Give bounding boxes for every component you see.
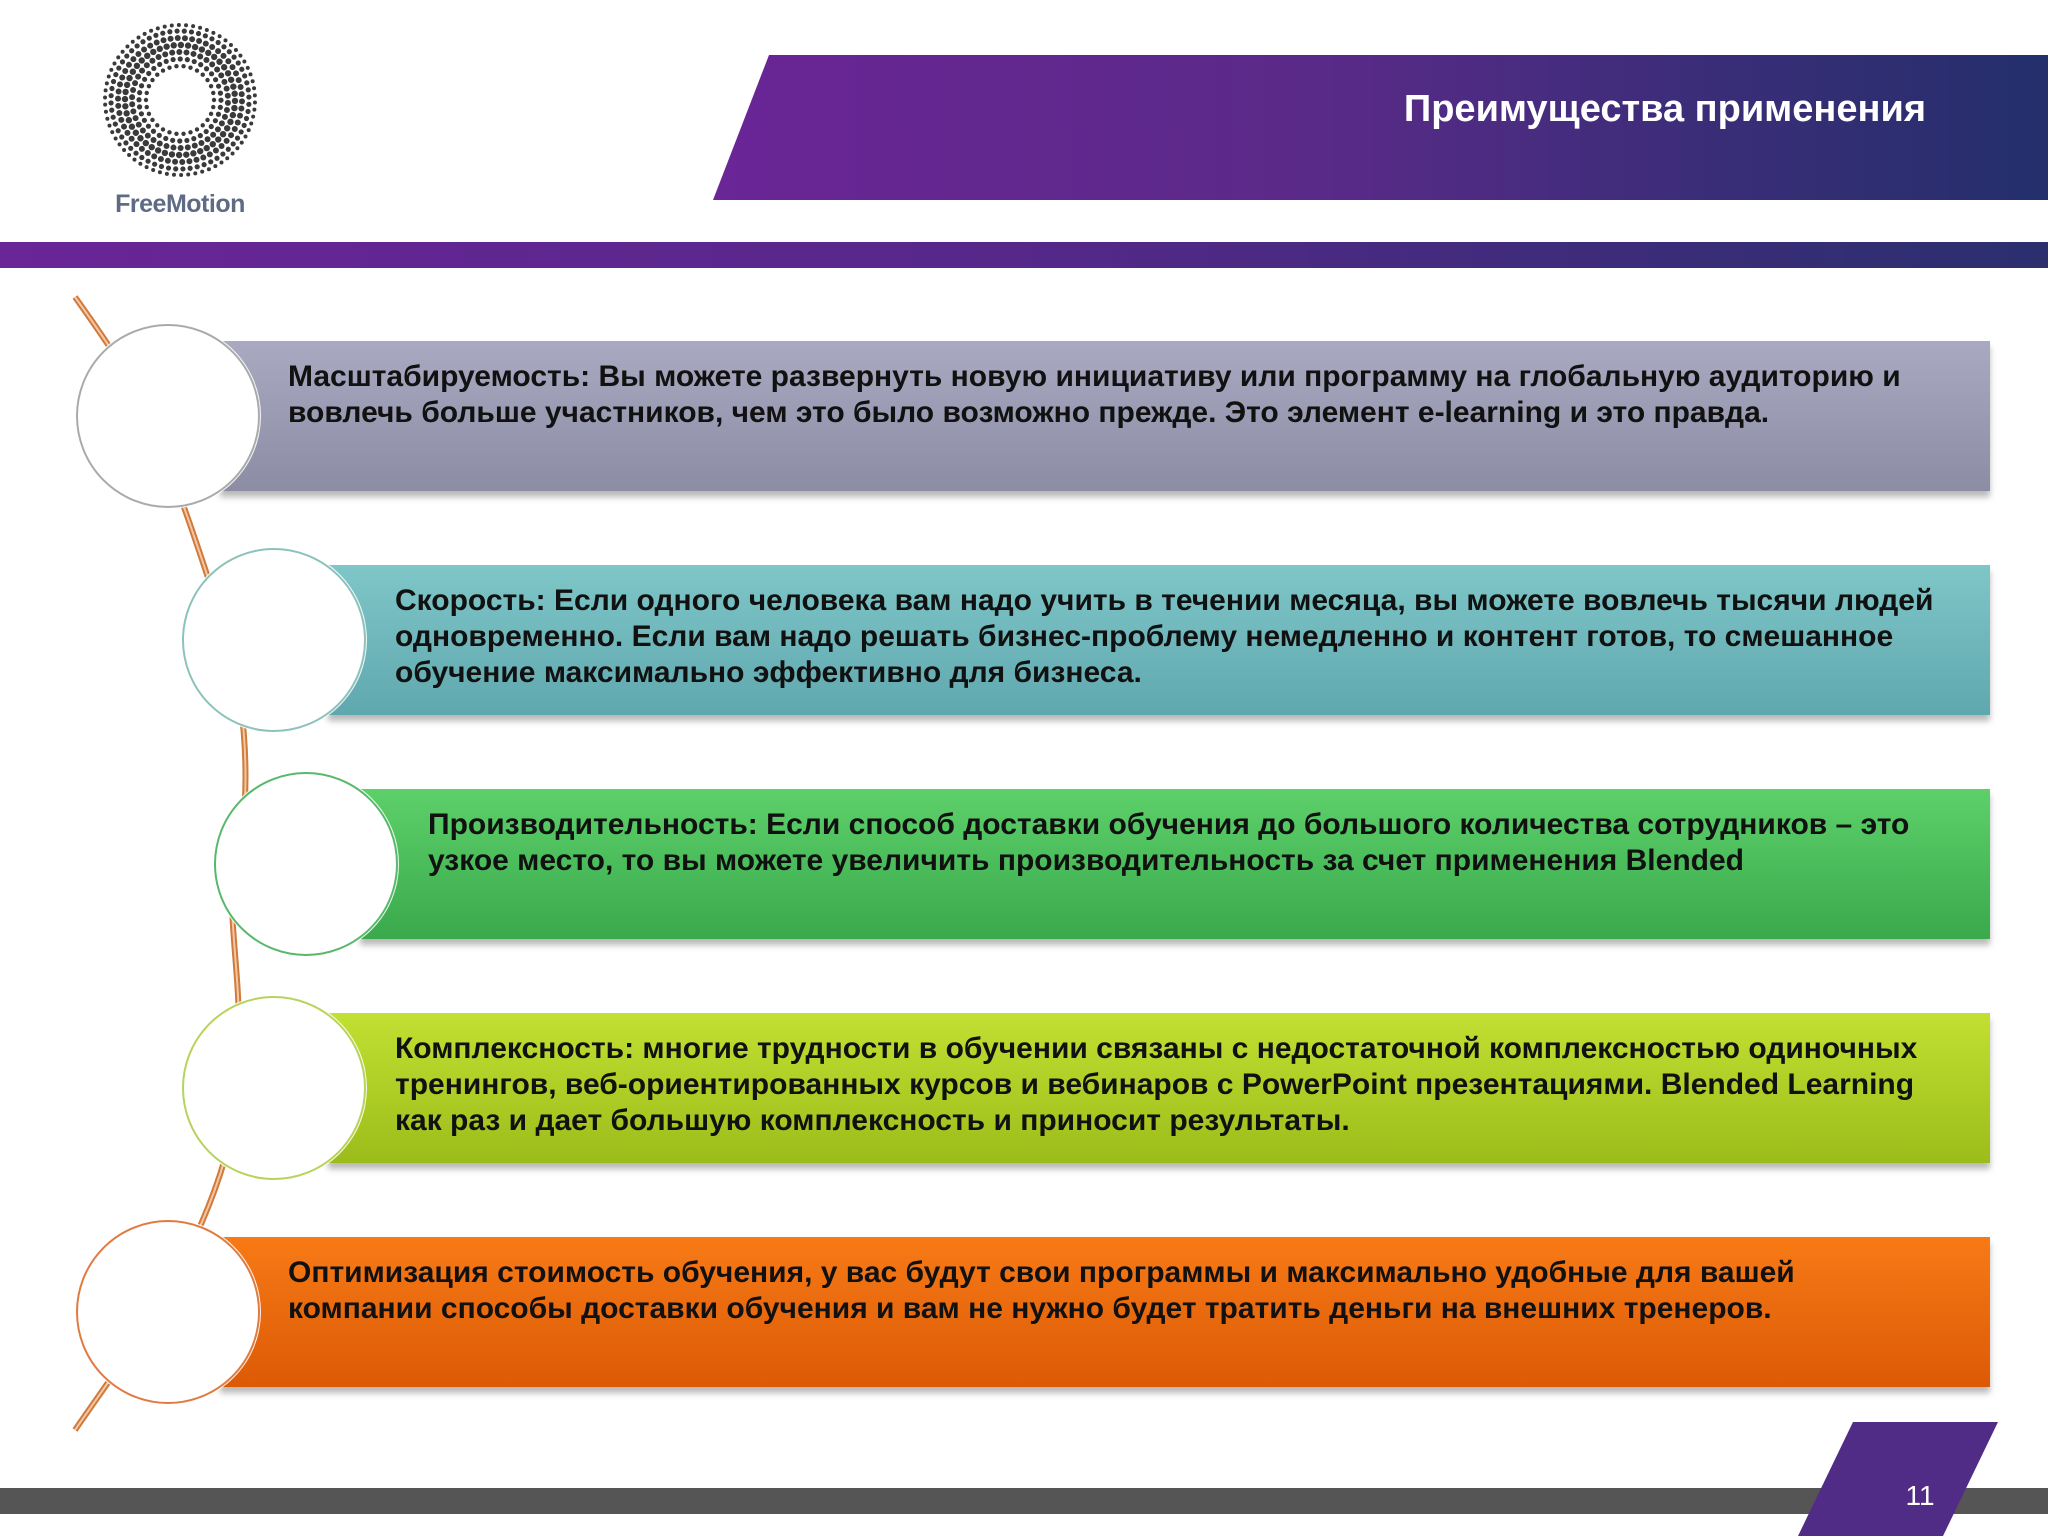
timeline-circle-3 (214, 772, 398, 956)
benefit-bar-scalability (220, 341, 1990, 491)
benefit-text-speed: Скорость: Если одного человека вам надо учить в течении месяца, вы можете вовлечь тысячи людей одновременно. Если вам надо решать бизнес-проблему немедленно и контент готов, то смешанное обучение максимально эффективно для бизнеса. (395, 584, 1934, 689)
benefit-bar-speed (328, 565, 1990, 715)
header-divider (0, 242, 2048, 268)
freemotion-logo (95, 20, 265, 230)
benefit-text-optimization: Оптимизация стоимость обучения, у вас будут свои программы и максимально удобные для вашей компании способы доставки обучения и вам не нужно будет тратить деньги на внешних тренеров. (288, 1256, 1795, 1325)
page-title: Преимущества применения (1403, 88, 1926, 130)
benefit-text-complexity: Комплексность: многие трудности в обучении связаны с недостаточной комплексностью одиночных тренингов, веб-ориентированных курсов и вебинаров с PowerPoint презентациями. Blended Learning как раз и дает большую комплексность и приносит результаты. (395, 1032, 1918, 1137)
benefit-text-productivity: Производительность: Если способ доставки обучения до большого количества сотрудников – это узкое место, то вы можете увеличить производительность за счет применения Blended (428, 808, 1910, 877)
page-number: 11 (1905, 1480, 1935, 1511)
timeline-circle-1 (76, 324, 260, 508)
timeline-circle-4 (182, 996, 366, 1180)
benefit-bar-complexity (328, 1013, 1990, 1163)
dotted-circle-logo-icon (95, 20, 265, 190)
timeline-circle-2 (182, 548, 366, 732)
benefit-bar-productivity (360, 789, 1990, 939)
benefit-text-scalability: Масштабируемость: Вы можете развернуть новую инициативу или программу на глобальную аудиторию и вовлечь больше участников, чем это было возможно прежде. Это элемент e-learning и это правда. (288, 360, 1901, 429)
page-number-box (1798, 1422, 1998, 1536)
logo-text: FreeMotion (115, 190, 245, 218)
benefit-bar-optimization (220, 1237, 1990, 1387)
timeline-circle-5 (76, 1220, 260, 1404)
footer-bar (0, 1488, 2048, 1514)
